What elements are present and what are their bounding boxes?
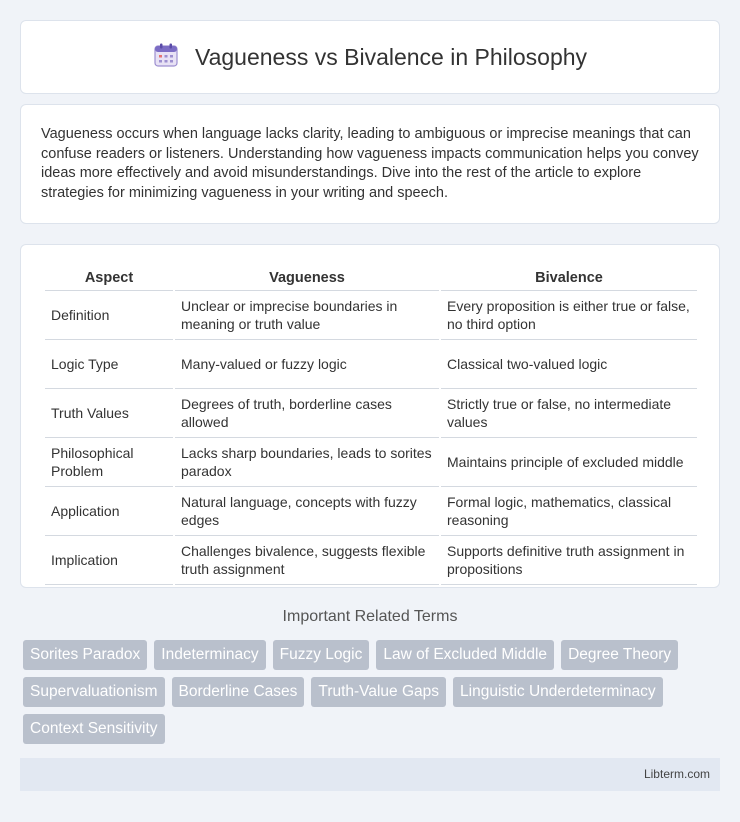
vagueness-cell: Challenges bivalence, suggests flexible truth assignment	[175, 536, 439, 585]
footer-site-link[interactable]: Libterm.com	[643, 767, 710, 781]
related-terms-heading: Important Related Terms	[282, 608, 458, 625]
related-term-tag[interactable]: Indeterminacy	[154, 640, 265, 670]
vagueness-cell: Many-valued or fuzzy logic	[175, 340, 439, 389]
aspect-cell: Definition	[45, 291, 173, 340]
header-bivalence: Bivalence	[441, 265, 697, 291]
vagueness-cell: Lacks sharp boundaries, leads to sorites paradox	[175, 438, 439, 487]
related-term-tag[interactable]: Fuzzy Logic	[273, 640, 370, 670]
aspect-cell: Logic Type	[45, 340, 173, 389]
related-term-tag[interactable]: Sorites Paradox	[23, 640, 147, 670]
header-aspect: Aspect	[45, 265, 173, 291]
aspect-cell: Truth Values	[45, 389, 173, 438]
bivalence-cell: Classical two-valued logic	[441, 340, 697, 389]
vagueness-cell: Natural language, concepts with fuzzy edges	[175, 487, 439, 536]
aspect-cell: Application	[45, 487, 173, 536]
related-term-tag[interactable]: Supervaluationism	[23, 677, 165, 707]
aspect-cell: Philosophical Problem	[45, 438, 173, 487]
related-term-tag[interactable]: Context Sensitivity	[23, 714, 165, 744]
bivalence-cell: Formal logic, mathematics, classical reasoning	[441, 487, 697, 536]
aspect-cell: Implication	[45, 536, 173, 585]
related-term-tag[interactable]: Borderline Cases	[172, 677, 305, 707]
title-card	[20, 20, 720, 94]
table-row	[45, 487, 697, 536]
header-vagueness: Vagueness	[175, 265, 439, 291]
related-term-tag[interactable]: Truth-Value Gaps	[311, 677, 446, 707]
bivalence-cell: Every proposition is either true or false, no third option	[441, 291, 697, 340]
comparison-table	[43, 265, 699, 585]
table-row	[45, 291, 697, 340]
vagueness-cell: Degrees of truth, borderline cases allowed	[175, 389, 439, 438]
table-row	[45, 438, 697, 487]
page-title: Vagueness vs Bivalence in Philosophy	[194, 43, 588, 70]
related-term-tag[interactable]: Linguistic Underdeterminacy	[453, 677, 663, 707]
table-row	[45, 340, 697, 389]
table-row	[45, 389, 697, 438]
vagueness-cell: Unclear or imprecise boundaries in meaning or truth value	[175, 291, 439, 340]
bivalence-cell: Supports definitive truth assignment in propositions	[441, 536, 697, 585]
table-header-row	[45, 265, 697, 291]
title-wrap	[153, 42, 587, 73]
intro-paragraph: Vagueness occurs when language lacks clarity, leading to ambiguous or imprecise meanings that can confuse readers or listeners. Understanding how vagueness impacts communication helps you convey ideas more effectively and avoid misunderstandings. Dive into the rest of the article to explore strategies for minimizing vagueness in your writing and speech.	[41, 126, 699, 201]
calendar-icon	[153, 42, 179, 73]
footer	[20, 758, 720, 791]
table-row	[45, 536, 697, 585]
related-term-tag[interactable]: Degree Theory	[561, 640, 678, 670]
intro-card	[20, 104, 720, 224]
bivalence-cell: Maintains principle of excluded middle	[441, 438, 697, 487]
related-term-tag[interactable]: Law of Excluded Middle	[376, 640, 554, 670]
comparison-card	[20, 244, 720, 588]
related-terms-list	[23, 640, 713, 744]
bivalence-cell: Strictly true or false, no intermediate values	[441, 389, 697, 438]
